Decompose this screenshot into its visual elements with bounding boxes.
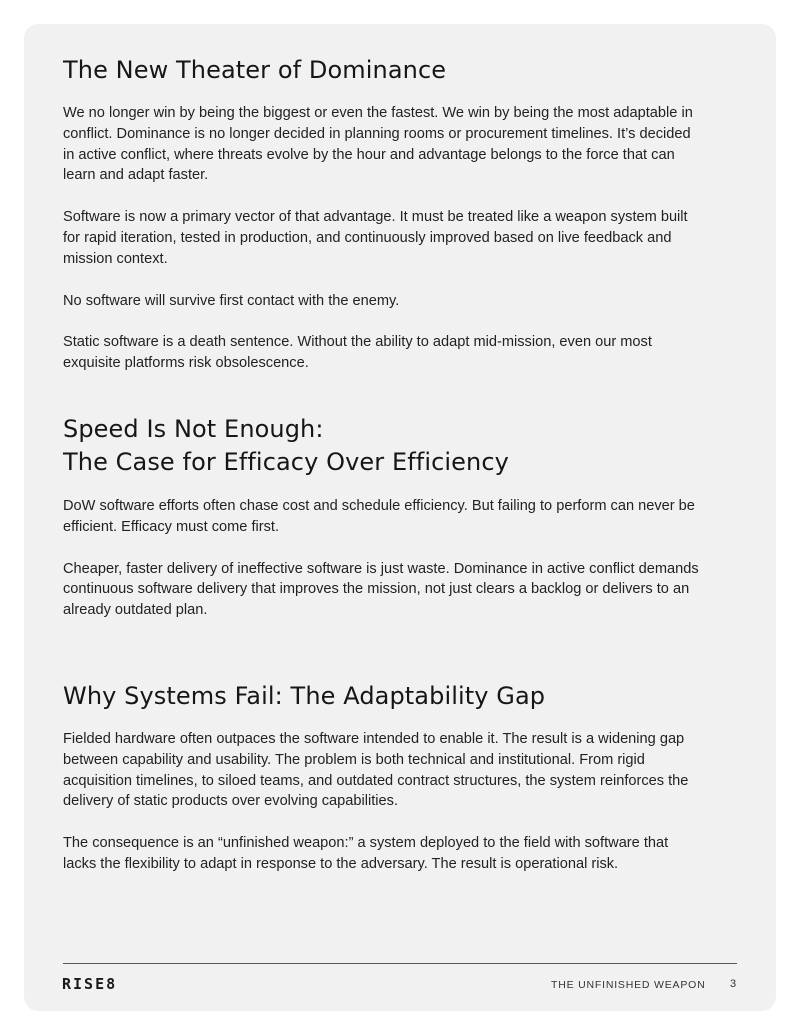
section-title-line: Why Systems Fail: The Adaptability Gap (63, 681, 546, 710)
section-title-speed-not-enough (63, 413, 703, 479)
paragraph: Cheaper, faster delivery of ineffective software is just waste. Dominance in active conflict demands continuous software delivery that improves the mission, not just clears a backlog or delivers to an already outdated plan. (63, 560, 699, 619)
rise8-logo: RISE8 (62, 975, 118, 993)
paragraph: We no longer win by being the biggest or even the fastest. We win by being the most adaptable in conflict. Dominance is no longer decided in planning rooms or procurement timelines. It’s decided in active conflict, where threats evolve by the hour and advantage belongs to the force that can learn and adapt faster. (63, 105, 693, 184)
page-content (63, 54, 703, 875)
section-title-new-theater (63, 54, 703, 87)
page-number: 3 (730, 978, 737, 990)
footer-divider (63, 963, 737, 964)
paragraph: Software is now a primary vector of that advantage. It must be treated like a weapon system built for rapid iteration, tested in production, and continuously improved based on live feedback and mission context. (63, 209, 688, 267)
section-title-line: Speed Is Not Enough: (63, 414, 324, 443)
footer-document-title: THE UNFINISHED WEAPON (551, 979, 706, 991)
paragraph: DoW software efforts often chase cost and schedule efficiency. But failing to perform can never be efficient. Efficacy must come first. (63, 497, 695, 535)
paragraph: No software will survive first contact with the enemy. (63, 292, 400, 309)
section-title-line: The New Theater of Dominance (63, 56, 447, 84)
section-title-why-systems-fail (63, 680, 703, 713)
paragraph: The consequence is an “unfinished weapon:” a system deployed to the field with software that lacks the flexibility to adapt in response to the adversary. The result is operational risk. (63, 835, 669, 872)
paragraph: Static software is a death sentence. Without the ability to adapt mid-mission, even our most exquisite platforms risk obsolescence. (63, 334, 652, 372)
page-card (24, 24, 776, 1011)
section-title-line: The Case for Efficacy Over Efficiency (63, 447, 509, 476)
paragraph: Fielded hardware often outpaces the software intended to enable it. The result is a widening gap between capability and usability. The problem is both technical and institutional. From rigid acquisition timelines, to siloed teams, and outdated contract structures, the system reinforces the delivery of static products over evolving capabilities. (63, 730, 689, 810)
